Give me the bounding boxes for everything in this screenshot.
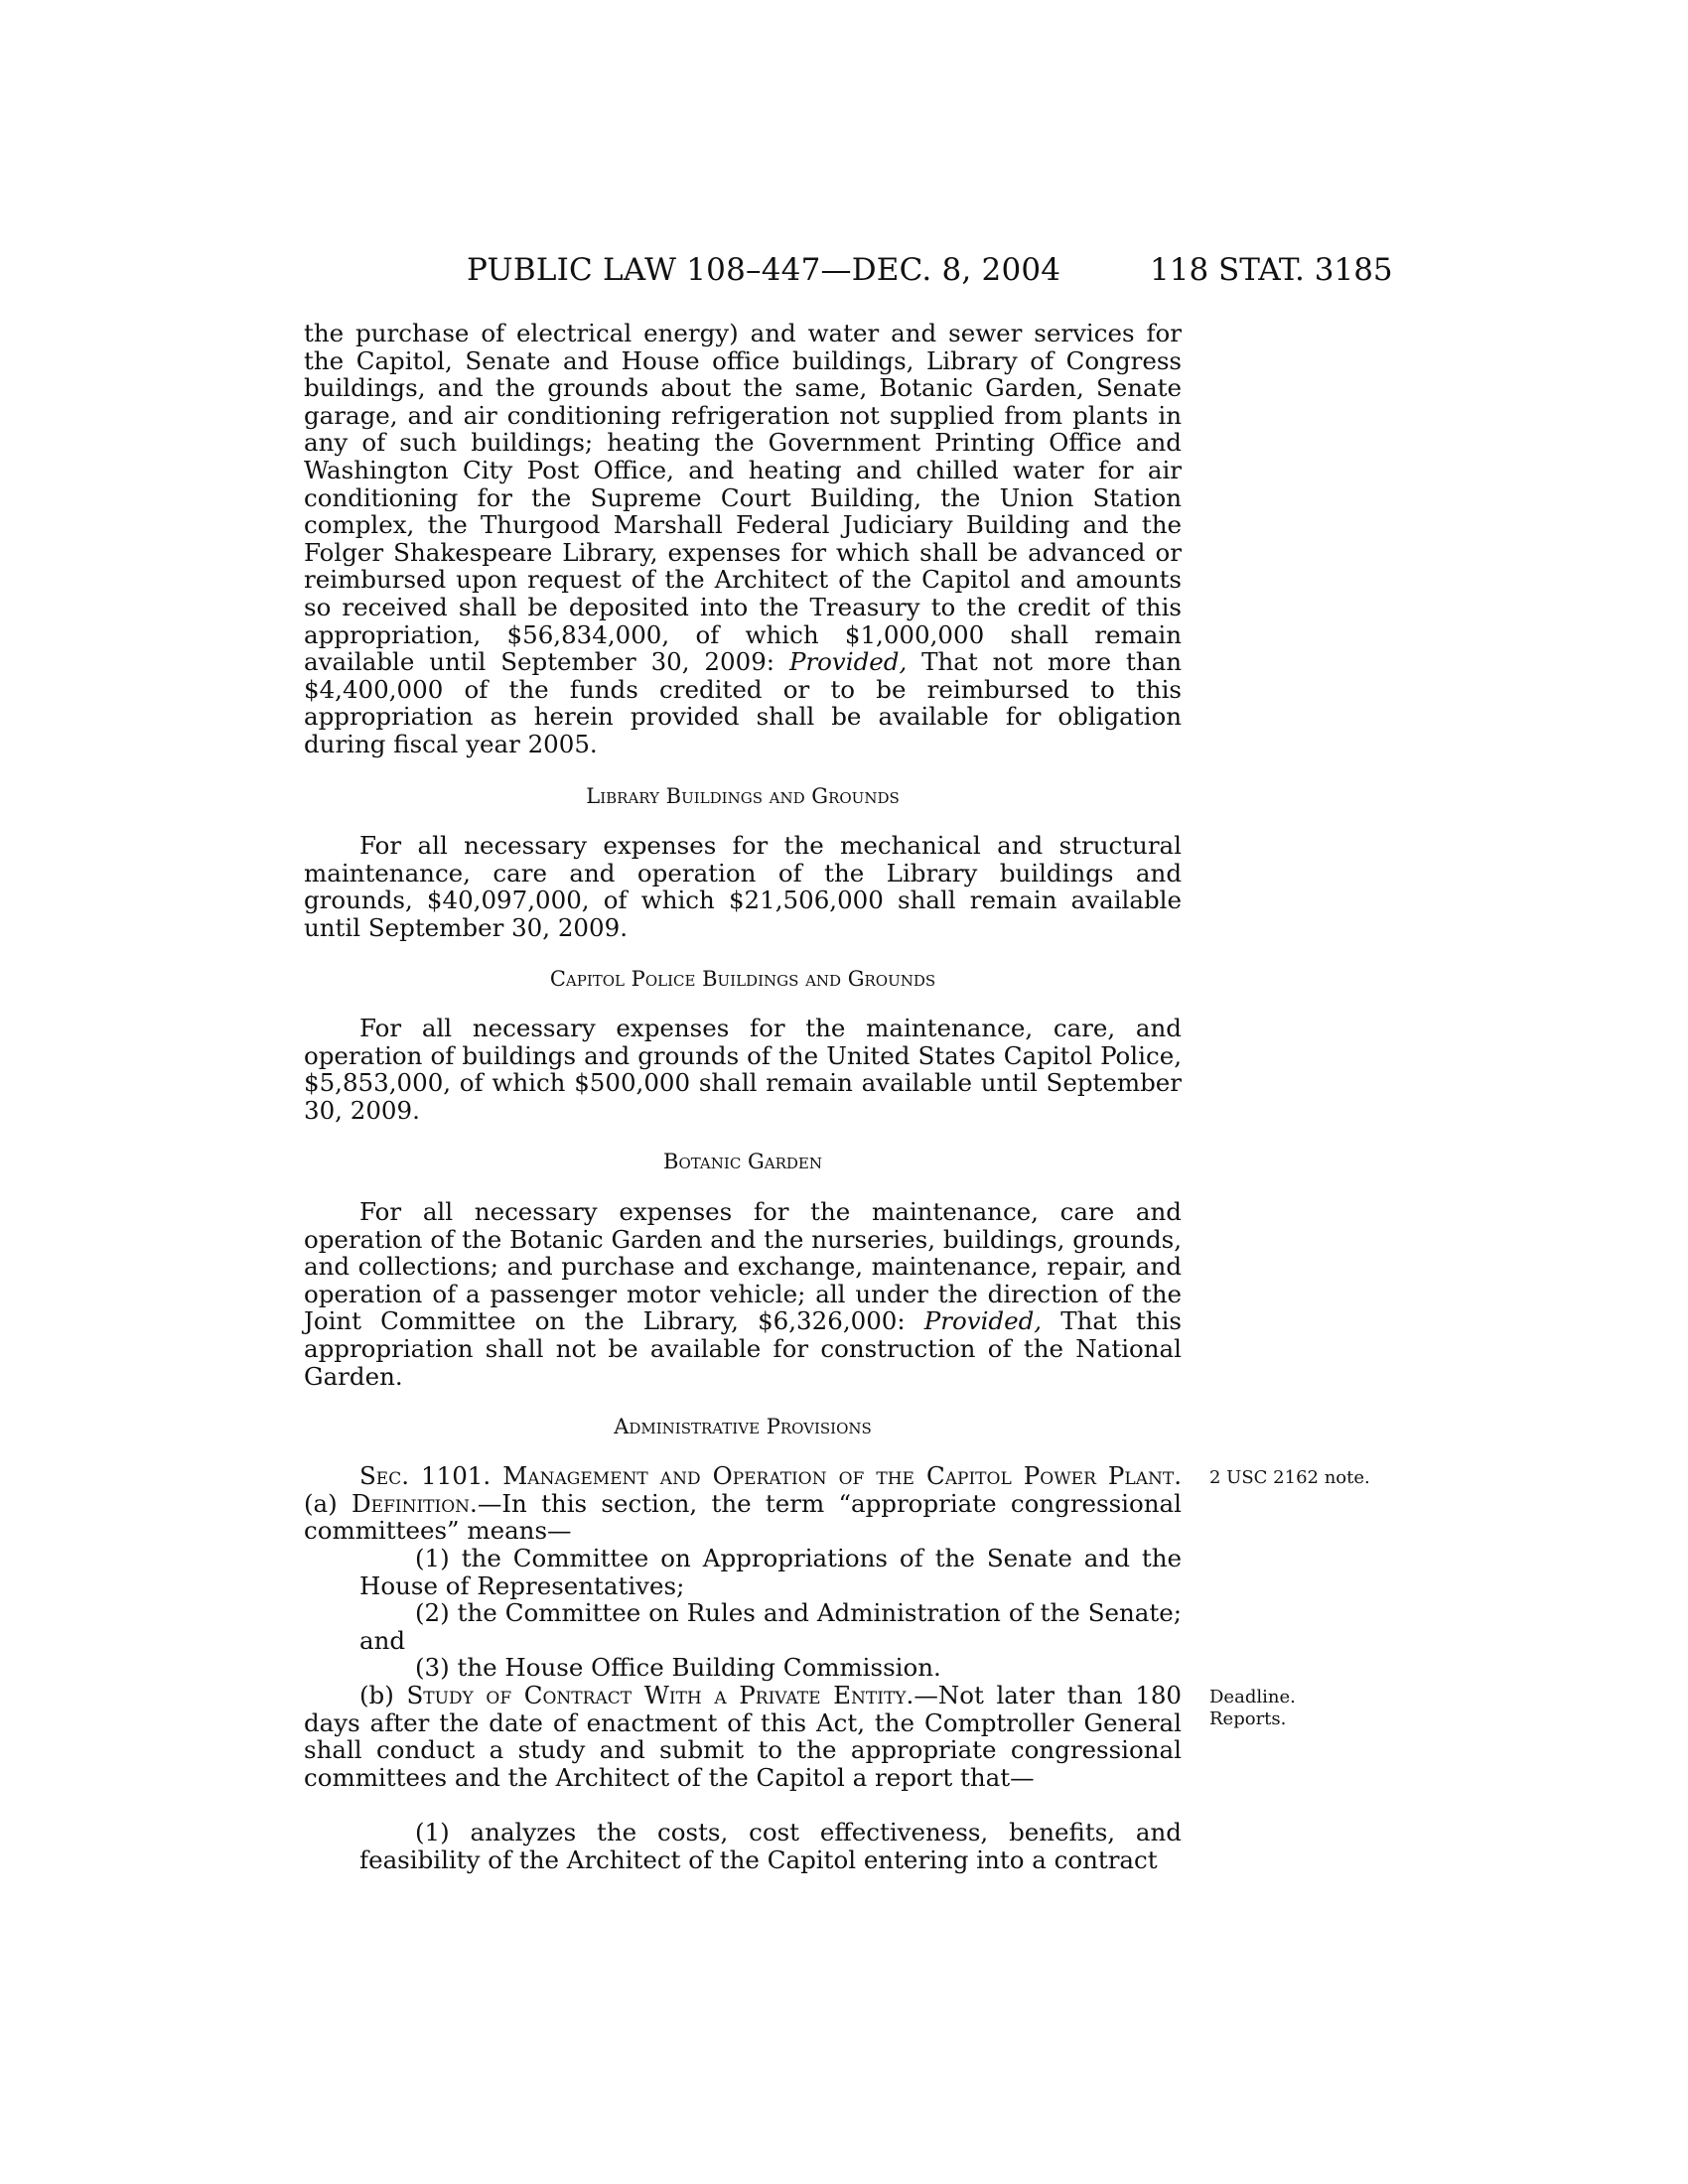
intro-paragraph xyxy=(304,320,1182,758)
margin-note-deadline: Deadline. xyxy=(1209,1687,1296,1707)
subsection-b-title: Study of Contract With a Private Entity. xyxy=(406,1681,914,1709)
list-item-a2: (2) the Committee on Rules and Administration of the Senate; and xyxy=(359,1598,1182,1655)
police-heading: Capitol Police Buildings and Grounds xyxy=(549,967,936,991)
subsection-a-label: (a) xyxy=(304,1488,338,1518)
intro-text-part1: the purchase of electrical energy) and water and sewer services for the Capitol, Senate and House office buildings, Library of Congress buildings, and the grounds about the same, Botanic Garden, Senate garage, and air conditioning refrigeration not supplied from plants in any of such buildings; heating the Government Printing Office and Washington City Post Office, and heating and chilled water for air conditioning for the Supreme Court Building, the Union Station complex, the Thurgood Marshall Federal Judiciary Building and the Folger Shakespeare Library, expenses for which shall be advanced or reimbursed upon request of the Architect of the Capitol and amounts so received shall be deposited into the Treasury to the credit of this appropriation, $56,834,000, of which $1,000,000 shall remain available until September 30, 2009: xyxy=(304,319,1182,677)
admin-heading: Administrative Provisions xyxy=(614,1415,872,1438)
section-1101-paragraph xyxy=(304,1462,1182,1545)
garden-paragraph xyxy=(304,1198,1182,1390)
garden-text-part2: That this appropriation shall not be available for construction of the National Garden. xyxy=(304,1306,1182,1391)
garden-text-part1: For all necessary expenses for the maintenance, care and operation of the Botanic Garden and the nurseries, buildings, grounds, and collections; and purchase and exchange, maintenance, repair, and operation of a passenger motor vehicle; all under the direction of the Joint Committee on the Library, $6,326,000: xyxy=(304,1197,1182,1336)
list-item-a3: (3) the House Office Building Commission. xyxy=(415,1653,941,1682)
section-label: Sec. 1101. xyxy=(359,1461,492,1490)
library-heading: Library Buildings and Grounds xyxy=(586,784,900,808)
police-paragraph: For all necessary expenses for the maintenance, care, and operation of buildings and grounds of the United States Capitol Police, $5,853,000, of which $500,000 shall remain available until September 30, 2009. xyxy=(304,1014,1182,1125)
list-item-a1: (1) the Committee on Appropriations of the Senate and the House of Representatives; xyxy=(359,1544,1182,1600)
list-item-b1: (1) analyzes the costs, cost effectiveness, benefits, and feasibility of the Architect of the Capitol entering into a contract xyxy=(359,1818,1182,1874)
section-title: Management and Operation of the Capitol Power Plant. xyxy=(502,1461,1182,1490)
page-header-stat: 118 STAT. 3185 xyxy=(1150,252,1393,288)
intro-text-part2: That not more than $4,400,000 of the funds credited or to be reimbursed to this appropriation as herein provided shall be available for obligation during fiscal year 2005. xyxy=(304,647,1182,758)
library-paragraph: For all necessary expenses for the mechanical and structural maintenance, care and operation of the Library buildings and grounds, $40,097,000, of which $21,506,000 shall remain available until September 30, 2009. xyxy=(304,831,1182,942)
margin-note-usc: 2 USC 2162 note. xyxy=(1209,1467,1370,1488)
page-header-title: PUBLIC LAW 108–447—DEC. 8, 2004 xyxy=(467,252,1061,288)
garden-provided: Provided, xyxy=(923,1306,1043,1336)
subsection-a-title: Definition. xyxy=(352,1488,478,1518)
margin-note-reports: Reports. xyxy=(1209,1708,1287,1729)
subsection-b-label: (b) xyxy=(359,1681,394,1709)
intro-provided: Provided, xyxy=(788,647,908,677)
subsection-a-text: —In this section, the term “appropriate congressional committees” means— xyxy=(304,1488,1182,1546)
subsection-b-paragraph xyxy=(304,1682,1182,1791)
garden-heading: Botanic Garden xyxy=(663,1150,822,1173)
subsection-b-text: —Not later than 180 days after the date of enactment of this Act, the Comptroller General shall conduct a study and submit to the appropriate congressional committees and the Architect of the Capitol a report that— xyxy=(304,1681,1183,1792)
